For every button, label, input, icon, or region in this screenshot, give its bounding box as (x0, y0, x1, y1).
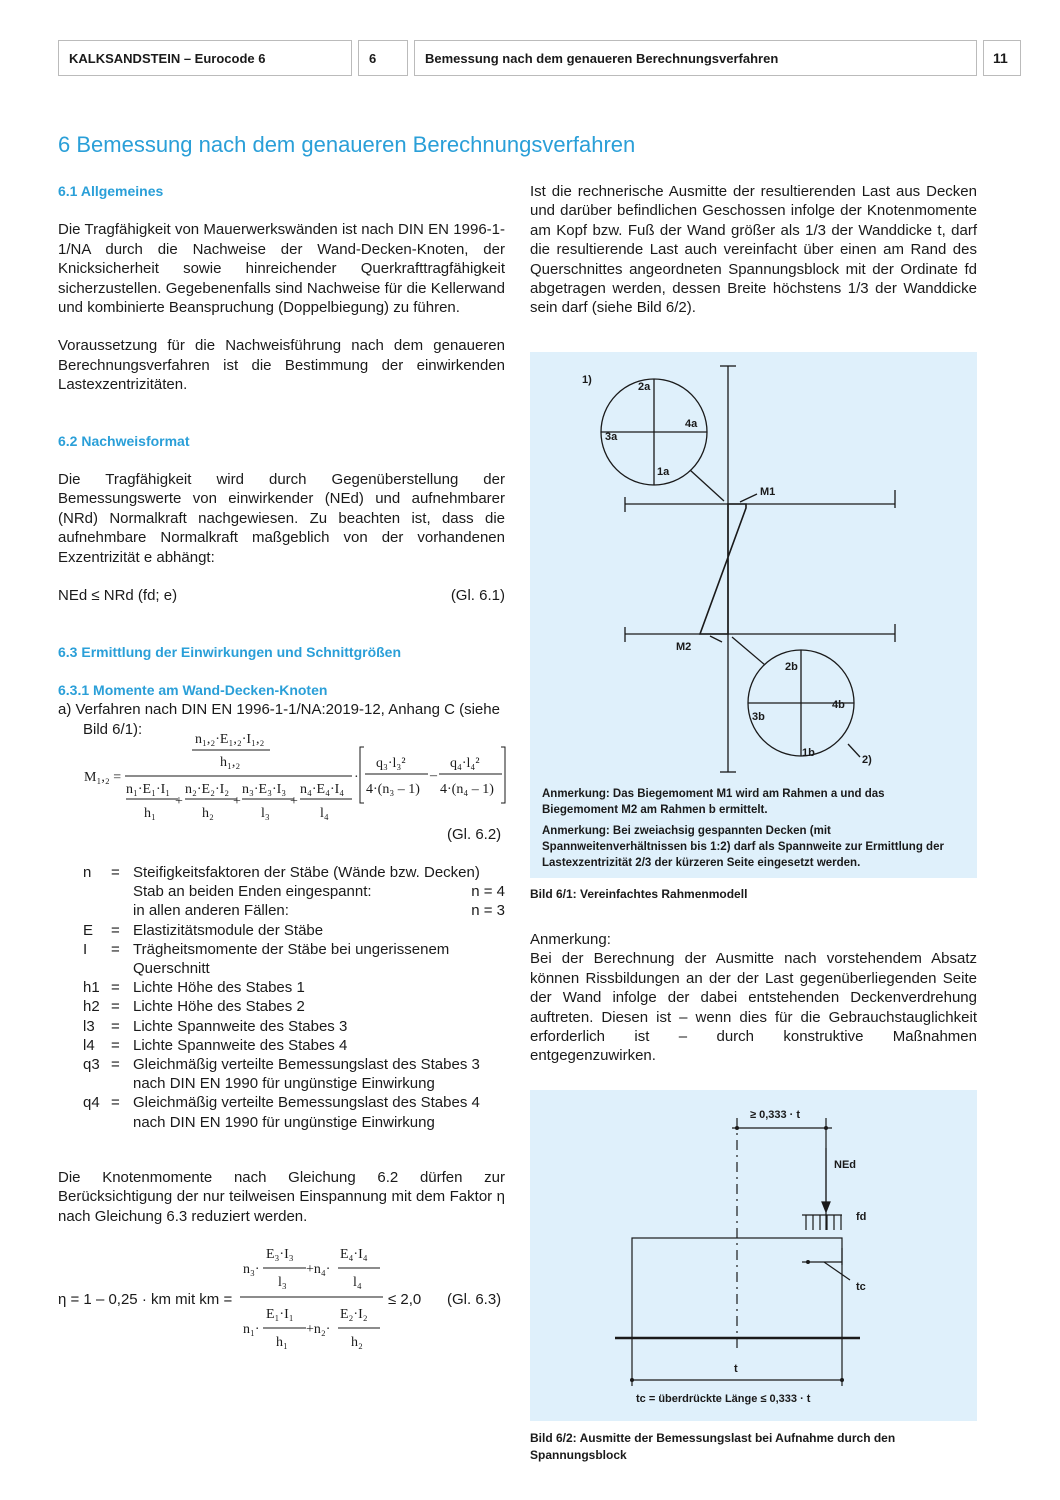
svg-text:4a: 4a (685, 418, 698, 430)
definition-row: n = Steifigkeitsfaktoren der Stäbe (Wände bzw. Decken) (83, 864, 480, 881)
header-chapter: 6 (358, 40, 408, 76)
svg-text:l₃: l₃ (261, 806, 270, 821)
svg-text:1): 1) (582, 374, 592, 386)
svg-text:2a: 2a (638, 381, 651, 393)
svg-text:+: + (175, 794, 183, 809)
header-doc: KALKSANDSTEIN – Eurocode 6 (58, 40, 352, 76)
definition-row: Stab an beiden Enden eingespannt: n = 4 (133, 883, 505, 901)
definition-row: l3 = Lichte Spannweite des Stabes 3 (83, 1017, 348, 1035)
heading-6-3: 6.3 Ermittlung der Einwirkungen und Schnittgrößen (58, 643, 402, 660)
equation-6-3-lhs: η = 1 – 0,25 · km mit km = (58, 1291, 233, 1308)
svg-text:3b: 3b (752, 711, 765, 723)
list-item-a: a) Verfahren nach DIN EN 1996-1-1/NA:2019-12, Anhang C (siehe Bild 6/1): (58, 701, 500, 738)
svg-text:h₁: h₁ (144, 806, 156, 821)
svg-text:NEd: NEd (834, 1159, 856, 1171)
definition-row: q3 = Gleichmäßig verteilte Bemessungslast des Stabes 3 nach DIN EN 1990 für ungünstige Einwirkung (83, 1056, 480, 1093)
heading-6-3-1: 6.3.1 Momente am Wand-Decken-Knoten (58, 681, 328, 698)
frame-model-diagram (530, 352, 977, 782)
equation-6-1: NEd ≤ NRd (fd; e) (Gl. 6.1) (58, 587, 505, 605)
svg-text:1a: 1a (657, 466, 670, 478)
remark-block (530, 930, 977, 1066)
svg-text:n₁·: n₁· (243, 1322, 260, 1337)
svg-text:+: + (233, 794, 241, 809)
svg-text:+: + (290, 794, 298, 809)
svg-text:2b: 2b (785, 661, 798, 673)
svg-text:E₁·I₁: E₁·I₁ (266, 1307, 294, 1322)
remark-title: Anmerkung: (530, 931, 611, 948)
svg-text:+n₄·: +n₄· (306, 1262, 331, 1277)
svg-text:M2: M2 (676, 641, 692, 653)
svg-text:l₄: l₄ (320, 806, 329, 821)
definition-row: h2 = Lichte Höhe des Stabes 2 (83, 998, 305, 1016)
figure-caption: Bild 6/2: Ausmitte der Bemessungslast bei Aufnahme durch den Spannungsblock (530, 1431, 896, 1462)
svg-text:E₃·I₃: E₃·I₃ (266, 1247, 294, 1262)
paragraph: Die Tragfähigkeit von Mauerwerkswänden ist nach DIN EN 1996-1-1/NA durch die Nachweise der Wand-Decken-Knoten, der Knicksicherheit sowie hinreichender Querkrafttragfähigkeit sicherzustellen. Gegebenenfalls sind Nachweise für die Kellerwand und kombinierte Beanspruchung (Doppelbiegung) zu führen. (58, 221, 505, 317)
svg-text:l₄: l₄ (353, 1275, 362, 1290)
heading-6-1: 6.1 Allgemeines (58, 183, 164, 199)
remark-text: Bei der Berechnung der Ausmitte nach vorstehendem Absatz können Rissbildungen an der der Last gegenüberliegenden Seite der Wand infolge der dabei entstehenden Deckenverdrehung auftreten. Diesen ist – wenn dies für die Gebrauchstauglichkeit erforderlich ist – durch konstruktive Maßnahmen entgegenzuwirken. (530, 950, 977, 1065)
symbol-definitions (83, 863, 505, 1132)
definition-row: in allen anderen Fällen: n = 3 (133, 902, 505, 920)
svg-text:h₁: h₁ (276, 1335, 288, 1350)
figure-caption: Bild 6/1: Vereinfachtes Rahmenmodell (530, 887, 748, 901)
svg-text:fd: fd (856, 1211, 867, 1223)
svg-text:tc = überdrückte Länge ≤ 0,333: tc = überdrückte Länge ≤ 0,333 · t (636, 1393, 811, 1405)
equation-number-6-2: (Gl. 6.2) (447, 826, 502, 843)
page-title: 6 Bemessung nach dem genaueren Berechnungsverfahren (58, 132, 636, 157)
figure-6-2 (530, 1090, 977, 1421)
svg-text:E₂·I₂: E₂·I₂ (340, 1307, 368, 1322)
equation-number-6-3: (Gl. 6.3) (447, 1291, 502, 1308)
definition-row: l4 = Lichte Spannweite des Stabes 4 (83, 1036, 348, 1054)
equation-6-3-rhs: ≤ 2,0 (388, 1291, 422, 1308)
left-column (58, 182, 505, 739)
svg-text:M₁,₂ =: M₁,₂ = (84, 770, 122, 785)
paragraph: Ist die rechnerische Ausmitte der resultierenden Last aus Decken und darüber befindlichen Geschossen infolge der Knotenmomente am Kopf bzw. Fuß der Wand größer als 1/3 der Wanddicke t, darf die resultierende Last auch vereinfacht über einen am Rand des Querschnittes angeordneten Spannungsblock mit der Ordinate fd abgetragen werden, dessen Breite höchstens 1/3 der Wanddicke sein darf (siehe Bild 6/2). (530, 183, 977, 317)
svg-text:4·(n₄ – 1): 4·(n₄ – 1) (440, 782, 494, 797)
svg-text:n₁,₂·E₁,₂·I₁,₂: n₁,₂·E₁,₂·I₁,₂ (195, 732, 265, 747)
svg-text:t: t (734, 1363, 738, 1375)
page-number: 11 (983, 40, 1021, 76)
equation-6-2 (80, 725, 510, 835)
svg-text:3a: 3a (605, 431, 618, 443)
svg-text:M1: M1 (760, 486, 776, 498)
svg-text:h₁,₂: h₁,₂ (220, 755, 241, 770)
stress-block-diagram (530, 1090, 977, 1421)
svg-text:+n₂·: +n₂· (306, 1322, 331, 1337)
header-section: Bemessung nach dem genaueren Berechnungsverfahren (414, 40, 977, 76)
svg-text:n₄·E₄·I₄: n₄·E₄·I₄ (300, 782, 345, 797)
definition-row: E = Elastizitätsmodule der Stäbe (83, 921, 324, 939)
definition-row: h1 = Lichte Höhe des Stabes 1 (83, 979, 305, 997)
svg-text:n₃·: n₃· (243, 1262, 260, 1277)
figure-note: Anmerkung: Das Biegemoment M1 wird am Rahmen a und das Biegemoment M2 am Rahmen b ermittelt. (542, 788, 885, 816)
svg-text:q₃·l₃²: q₃·l₃² (376, 756, 406, 771)
svg-text:n₁·E₁·I₁: n₁·E₁·I₁ (126, 782, 171, 797)
svg-text:h₂: h₂ (351, 1335, 363, 1350)
paragraph: Die Knotenmomente nach Gleichung 6.2 dürfen zur Berücksichtigung der nur teilweisen Einspannung mit dem Faktor η nach Gleichung 6.3 reduziert werden. (58, 1169, 505, 1225)
paragraph: Die Tragfähigkeit wird durch Gegenüberstellung der Bemessungswerte von einwirkender (NEd) und aufnehmbarer (NRd) Normalkraft nachgewiesen. Zu beachten ist, dass die aufnehmbare Normalkraft maßgeblich von der vorhandenen Exzentrizität e abhängt: (58, 471, 505, 566)
svg-text:≥ 0,333 · t: ≥ 0,333 · t (750, 1109, 801, 1121)
svg-text:q₄·l₄²: q₄·l₄² (450, 756, 480, 771)
equation-6-3-fraction (238, 1240, 388, 1350)
definition-row: q4 = Gleichmäßig verteilte Bemessungslast des Stabes 4 nach DIN EN 1990 für ungünstige Einwirkung (83, 1094, 480, 1131)
svg-text:4b: 4b (832, 699, 845, 711)
svg-text:n₂·E₂·I₂: n₂·E₂·I₂ (185, 782, 230, 797)
svg-text:2): 2) (862, 754, 872, 766)
figure-6-1 (530, 352, 977, 878)
heading-6-2: 6.2 Nachweisformat (58, 432, 190, 449)
svg-text:4·(n₃ – 1): 4·(n₃ – 1) (366, 782, 420, 797)
svg-text:–: – (430, 768, 437, 783)
paragraph: Voraussetzung für die Nachweisführung nach dem genaueren Berechnungsverfahren ist die Bestimmung der einwirkenden Lastexzentrizitäten. (58, 337, 505, 394)
svg-text:l₃: l₃ (278, 1275, 287, 1290)
svg-text:h₂: h₂ (202, 806, 214, 821)
svg-text:n₃·E₃·I₃: n₃·E₃·I₃ (242, 782, 287, 797)
svg-text:tc: tc (856, 1281, 866, 1293)
definition-row: I = Trägheitsmomente der Stäbe bei ungerissenem Querschnitt (83, 940, 450, 978)
svg-text:1b: 1b (802, 747, 815, 759)
svg-text:E₄·I₄: E₄·I₄ (340, 1247, 368, 1262)
svg-text:·: · (354, 770, 359, 785)
figure-note: Anmerkung: Bei zweiachsig gespannten Decken (mit Spannweitenverhältnissen bis 1:2) darf als Spannweite zur Ermittlung der Lastexzentrizität 2/3 der kürzeren Seite eingesetzt werden. (542, 825, 944, 869)
